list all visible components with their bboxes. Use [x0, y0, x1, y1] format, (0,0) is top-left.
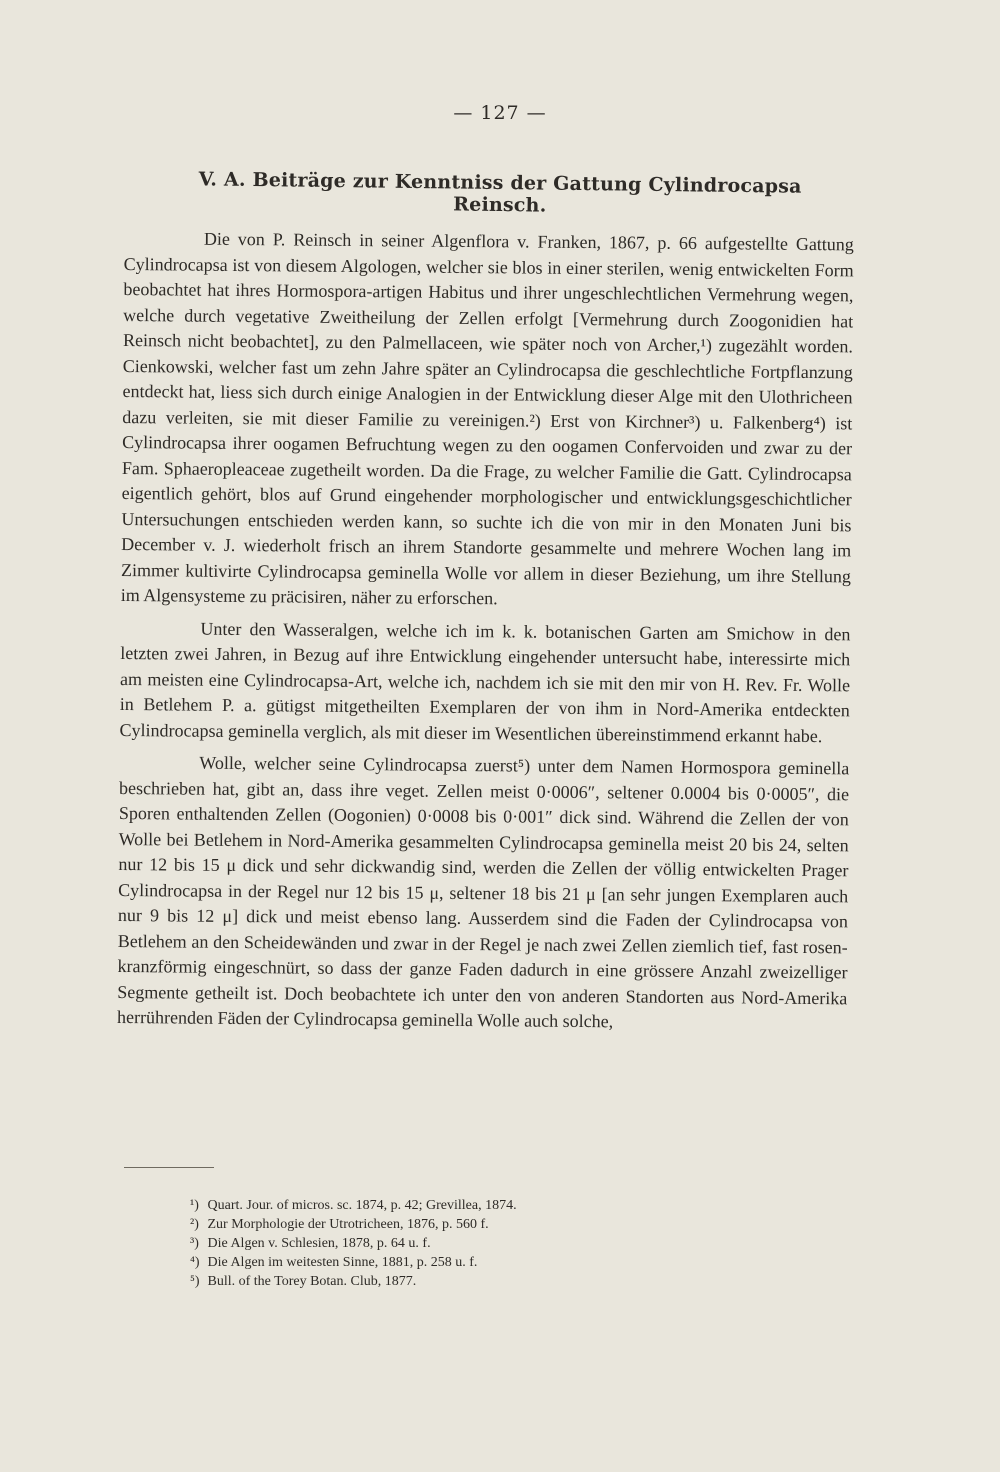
footnote-text: Die Algen im weitesten Sinne, 1881, p. 258 u. f.: [207, 1255, 478, 1270]
footnote-text: Bull. of the Torey Botan. Club, 1877.: [207, 1274, 417, 1289]
footnote: [190, 1196, 790, 1215]
body-text: [117, 226, 854, 1044]
page-number: — 127 —: [453, 102, 547, 124]
paragraph: Die von P. Reinsch in seiner Algenflora v. Franken, 1867, p. 66 aufgestellte Gattung Cylindrocapsa ist von diesem Algologen, welcher sie blos in einer sterilen, wenig entwickelten Form beobachtet hat ihres Hormospora-artigen Habitus und ihrer ungeschlechtlichen Vermehrung wegen, welche durch vegetative Zweitheilung der Zellen erfolgt [Vermehrung durch Zoogonidien hat Reinsch nicht beobachtet], zu den Palmellaceen, wie später noch von Archer,¹) zugezählt worden. Cienkowski, welcher fast um zehn Jahre später an Cylindrocapsa die geschlechtliche Fortpflanzung entdeckt hat, liess sich durch einige Analogien in der Entwicklung dieser Alge mit den Ulothricheen dazu verleiten, sie mit dieser Familie zu vereinigen.²) Erst von Kirchner³) u. Falkenberg⁴) ist Cylindrocapsa ihrer oogamen Befruchtung wegen zu den oogamen Confervoiden und zwar zu der Fam. Sphaeropleaceae zugetheilt worden. Da die Frage, zu welcher Familie die Gatt. Cylindrocapsa eigentlich gehört, blos auf Grund eingehender morphologischer und entwicklungsgeschichtlicher Untersuchungen entschieden werden kann, so suchte ich die von mir in den Monaten Juni bis December v. J. wiederholt frisch an ihrem Standorte gesammelte und mehrere Wochen lang im Zimmer kultivirte Cylindrocapsa geminella Wolle vor allem in dieser Beziehung, um ihre Stellung im Algensysteme zu präcisiren, näher zu erforschen.: [120, 228, 854, 609]
footnote-divider: [124, 1167, 214, 1168]
footnote-mark: ¹): [190, 1198, 199, 1213]
footnote: [190, 1272, 790, 1291]
footnote-text: Quart. Jour. of micros. sc. 1874, p. 42; Grevillea, 1874.: [207, 1198, 517, 1213]
footnote: [190, 1215, 790, 1234]
footnote-mark: ⁵): [190, 1274, 200, 1289]
footnote-mark: ⁴): [190, 1255, 200, 1270]
footnote-text: Zur Morphologie der Utrotricheen, 1876, p. 560 f.: [207, 1217, 489, 1232]
footnote-mark: ³): [190, 1236, 199, 1251]
footnotes: [190, 1196, 790, 1291]
footnote: [190, 1234, 790, 1253]
paragraph: Wolle, welcher seine Cylindrocapsa zuerst⁵) unter dem Namen Hormospora geminella beschrieben hat, gibt an, dass ihre veget. Zellen meist 0·0006″, seltener 0.0004 bis 0·0005″, die Sporen enthaltenden Zellen (Oogonien) 0·0008 bis 0·001″ dick sind. Während die Zellen der von Wolle bei Betlehem in Nord-Amerika gesammelten Cylindrocapsa geminella meist 20 bis 24, selten nur 12 bis 15 μ dick und sehr dickwandig sind, werden die Zellen der völlig entwickelten Prager Cylindrocapsa in der Regel nur 12 bis 15 μ, seltener 18 bis 21 μ [an sehr jungen Exemplaren auch nur 9 bis 12 μ] dick und meist ebenso lang. Ausserdem sind die Faden der Cylindrocapsa von Betlehem an den Scheidewänden und zwar in der Regel je nach zwei Zellen ziemlich tief, fast rosenkranzförmig eingeschnürt, so dass der ganze Faden dadurch in eine grössere Anzahl zweizelliger Segmente getheilt ist. Doch beobachtete ich unter den von anderen Standorten aus Nord-Amerika herrührenden Fäden der Cylindrocapsa geminella Wolle auch solche,: [117, 752, 850, 1032]
footnote-text: Die Algen v. Schlesien, 1878, p. 64 u. f.: [207, 1236, 431, 1251]
article-heading: V. A. Beiträge zur Kenntniss der Gattung Cylindrocapsa Reinsch.: [198, 168, 802, 217]
footnote: [190, 1253, 790, 1272]
paragraph: Unter den Wasseralgen, welche ich im k. k. botanischen Garten am Smichow in den letzten zwei Jahren, in Bezug auf ihre Entwicklung eingehender untersucht habe, interessirte mich am meisten eine Cylindrocapsa-Art, welche ich, nachdem ich sie mit den mir von H. Rev. Fr. Wolle in Betlehem P. a. gütigst mitgetheilten Exemplaren der von ihm in Nord-Amerika entdeckten Cylindrocapsa geminella verglich, als mit dieser im Wesentlichen übereinstimmend erkannt habe.: [119, 618, 851, 746]
footnote-mark: ²): [190, 1217, 199, 1232]
